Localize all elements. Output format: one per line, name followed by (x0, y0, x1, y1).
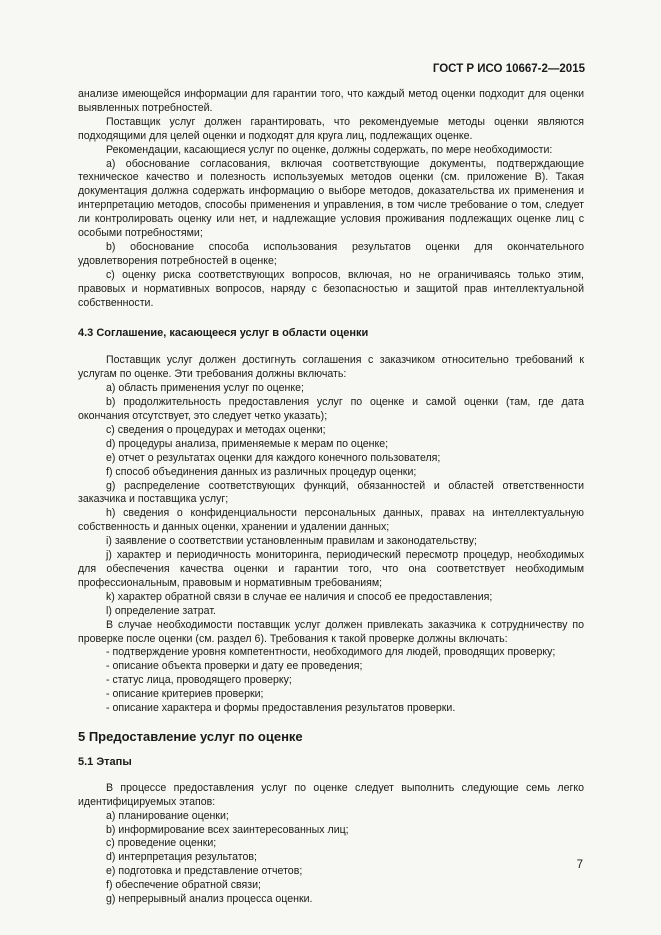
page-number: 7 (576, 859, 583, 871)
section-heading-5-text: 5 Предоставление услуг по оценке (78, 728, 303, 744)
list-item: е) отчет о результатах оценки для каждого конечного пользователя; (106, 451, 441, 464)
document-code-header: ГОСТ Р ИСО 10667-2—2015 (432, 63, 585, 75)
list-item: е) подготовка и представление отчетов; (106, 865, 303, 878)
list-item: b) информирование всех заинтересованных лиц; (106, 823, 349, 836)
list-item: b) обоснование способа использования результатов оценки для окончательного удовлетворения потребностей в оценке; (78, 240, 584, 267)
list-item: а) обоснование согласования, включая соответствующие документы, подтверждающие техническое качество и полезность используемых методов оценки (см. приложение В). Такая документация должна содержать информацию о выборе методов, доказательства их применения и интерпретацию методов, способы применения и управления, в том числе требование о том, следует ли контролировать оценку или нет, и надлежащие условия проживания подлежащих оценке лиц с особыми потребностями; (78, 157, 584, 240)
list-item: - описание критериев проверки; (106, 688, 264, 701)
list-item: с) оценку риска соответствующих вопросов, включая, но не ограничиваясь только этим, правовых и нормативных вопросов, наряду с безопасностью и защитой прав интеллектуальной собственности. (78, 268, 584, 309)
section-heading-5-1: 5.1 Этапы (78, 755, 132, 768)
list-item: f) обеспечение обратной связи; (106, 879, 261, 892)
list-item: d) интерпретация результатов; (106, 851, 257, 864)
paragraph: В случае необходимости поставщик услуг должен привлекать заказчика к сотрудничеству по проверке после оценки (см. раздел 6). Требования к такой проверке должны включать: (78, 618, 584, 645)
paragraph: В процессе предоставления услуг по оценке следует выполнить следующие семь легко идентифицируемых этапов: (78, 781, 584, 808)
paragraph: Поставщик услуг должен достигнуть соглашения с заказчиком относительно требований к услугам по оценке. Эти требования должны включать: (78, 354, 584, 381)
list-item: с) проведение оценки; (106, 837, 217, 850)
paragraph: анализе имеющейся информации для гарантии того, что каждый метод оценки подходит для оценки выявленных потребностей. (78, 88, 584, 114)
list-item: k) характер обратной связи в случае ее наличия и способ ее предоставления; (106, 590, 493, 603)
list-item: h) сведения о конфиденциальности персональных данных, правах на интеллектуальную собственность и данных оценки, хранении и удалении данных; (78, 507, 584, 534)
section-heading-4-3: 4.3 Соглашение, касающееся услуг в области оценки (78, 326, 369, 339)
list-item: l) определение затрат. (106, 604, 216, 617)
list-item: - описание объекта проверки и дату ее проведения; (106, 660, 363, 673)
list-item: - описание характера и формы предоставления результатов проверки. (106, 702, 456, 715)
page-body (78, 88, 584, 907)
list-item: b) продолжительность предоставления услуг по оценке и самой оценки (там, где дата окончания отсутствует, это следует четко указать); (78, 396, 584, 423)
list-item: g) непрерывный анализ процесса оценки. (106, 893, 313, 906)
list-item: а) планирование оценки; (106, 809, 229, 822)
list-item: с) сведения о процедурах и методах оценки; (106, 423, 326, 436)
list-item: i) заявление о соответствии установленным правилам и законодательству; (106, 535, 477, 548)
list-item: - подтверждение уровня компетентности, необходимого для людей, проводящих проверку; (106, 646, 556, 659)
list-item: f) способ объединения данных из различных процедур оценки; (106, 465, 417, 478)
section-heading-5 (78, 730, 584, 744)
list-item: g) распределение соответствующих функций, обязанностей и областей ответственности заказчика и поставщика услуг; (78, 479, 584, 506)
list-item: d) процедуры анализа, применяемые к мерам по оценке; (106, 437, 389, 450)
list-item: - статус лица, проводящего проверку; (106, 674, 292, 687)
list-item: а) область применения услуг по оценке; (106, 382, 304, 395)
list-item: j) характер и периодичность мониторинга, периодический пересмотр процедур, необходимых для обеспечения качества оценки и гарантии того, что она соответствует необходимым профессиональным, правовым и нормативным требованиям; (78, 549, 584, 589)
paragraph: Поставщик услуг должен гарантировать, что рекомендуемые методы оценки являются подходящими для целей оценки и подходят для круга лиц, подлежащих оценке. (78, 115, 584, 142)
paragraph: Рекомендации, касающиеся услуг по оценке, должны содержать, по мере необходимости: (106, 143, 553, 156)
